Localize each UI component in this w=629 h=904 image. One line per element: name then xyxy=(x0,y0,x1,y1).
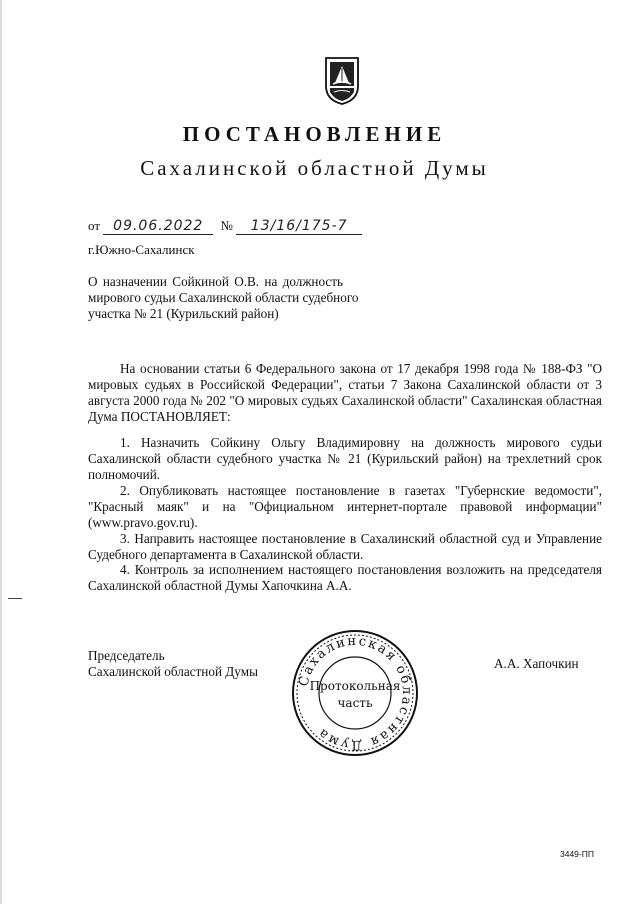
item-1-paragraph: 1. Назначить Сойкину Ольгу Владимировну на должность мирового судьи Сахалинской области судебного участка № 21 (Курильский район) на трехлетний срок полномочий. xyxy=(88,435,602,482)
scan-mark xyxy=(8,598,22,599)
stamp-center-line: Протокольная xyxy=(309,679,401,693)
subject-line: О назначении Сойкиной О.В. на должность xyxy=(88,274,344,289)
signatory-name: А.А. Хапочкин xyxy=(494,656,579,671)
position-line: Сахалинской областной Думы xyxy=(88,664,258,679)
stamp-ring-text: Сахалинская областная Дума xyxy=(296,633,415,753)
number-prefix: № xyxy=(220,218,233,233)
date-number-line xyxy=(88,218,362,235)
scan-edge xyxy=(0,0,2,904)
subject-line: мирового судьи Сахалинской области судебного xyxy=(88,290,359,305)
document-subtitle: Сахалинской областной Думы xyxy=(140,156,489,180)
document-subject xyxy=(88,274,368,322)
date-prefix: от xyxy=(88,218,101,233)
signatory-position xyxy=(88,648,258,680)
official-stamp xyxy=(290,628,420,758)
document-code: 3449-ПП xyxy=(560,849,594,859)
emblem-icon xyxy=(322,56,362,106)
item-4-paragraph: 4. Контроль за исполнением настоящего постановления возложить на председателя Сахалинской областной Думы Хапочкина А.А. xyxy=(88,562,602,593)
document-title: ПОСТАНОВЛЕНИЕ xyxy=(182,122,447,146)
number-value: 13/16/175-7 xyxy=(236,218,362,235)
item-3-paragraph: 3. Направить настоящее постановление в Сахалинский областной суд и Управление Судебного департамента в Сахалинской области. xyxy=(88,531,602,562)
stamp-center-line: часть xyxy=(337,696,373,710)
date-value: 09.06.2022 xyxy=(103,218,213,235)
city-label: г.Южно-Сахалинск xyxy=(88,242,195,257)
item-2-paragraph: 2. Опубликовать настоящее постановление в газетах "Губернские ведомости", "Красный маяк" и на "Официальном интернет-портале правовой информации" (www.pravo.gov.ru). xyxy=(88,483,602,530)
position-line: Председатель xyxy=(88,648,165,663)
preamble-paragraph: На основании статьи 6 Федерального закона от 17 декабря 1998 года № 188-ФЗ "О мировых судьях в Российской Федерации", статьи 7 Закона Сахалинской области от 3 августа 2000 года № 202 "О мировых судьях Сахалинской области" Сахалинская областная Дума ПОСТАНОВЛЯЕТ: xyxy=(88,361,602,424)
subject-line: участка № 21 (Курильский район) xyxy=(88,306,279,321)
